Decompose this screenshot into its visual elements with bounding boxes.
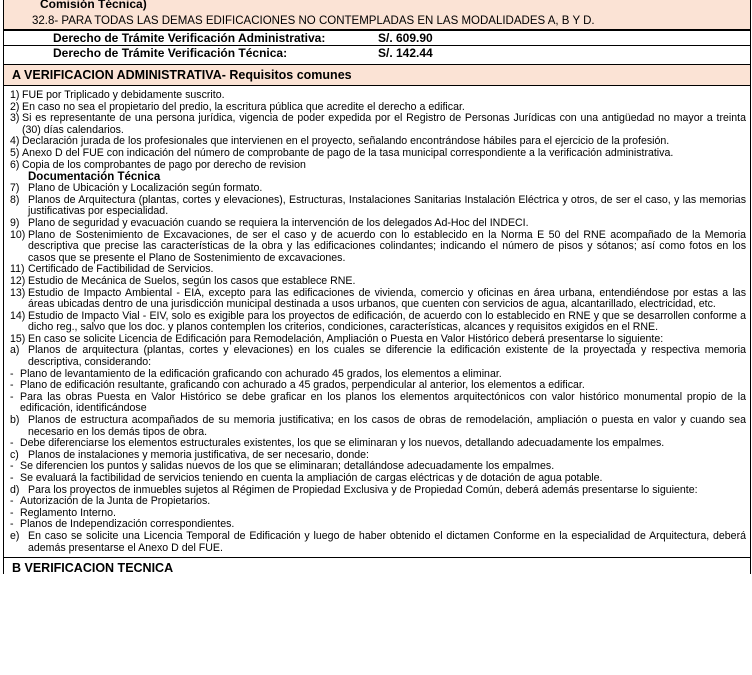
item-number: 11): [10, 263, 25, 276]
item-number: -: [10, 390, 14, 403]
item-number: 9): [10, 216, 20, 229]
fee-amount: S/. 142.44: [378, 46, 433, 60]
list-item: [10, 183, 746, 195]
item-text: Plano de edificación resultante, graficando con achurado a 45 grados, perpendicular al anterior, los elementos a edificar.: [20, 379, 585, 392]
list-item: [10, 230, 746, 265]
item-text: FUE por Triplicado y debidamente suscrito.: [22, 89, 225, 101]
item-text: Certificado de Factibilidad de Servicios.: [28, 263, 214, 276]
common-requirements-list: [10, 90, 746, 171]
item-text: Plano de levantamiento de la edificación graficando con achurado 45 grados, los elementos a eliminar.: [20, 367, 502, 380]
item-number: -: [10, 460, 14, 473]
list-item: [10, 113, 746, 136]
item-text: Estudio de Impacto Vial - EIV, solo es exigible para los proyectos de edificación, de acuerdo con lo establecido en RNE y que se desarrollen conforme a dicho reg., salvo que los doc. y planos contemplen los criterios, condiciones, características, alcances y requisitos exigidos en el RNE.: [28, 309, 746, 334]
list-item: [10, 90, 746, 102]
list-item: [10, 276, 746, 288]
item-number: -: [10, 518, 14, 531]
item-text: Estudio de Mecánica de Suelos, según los casos que establece RNE.: [28, 274, 356, 287]
list-item: [10, 218, 746, 230]
item-number: e): [10, 529, 20, 542]
item-number: 10): [10, 228, 26, 241]
item-text: Debe diferenciarse los elementos estructurales existentes, los que se eliminaran y los nuevos, detallando adecuadamente los empalmes.: [20, 437, 665, 450]
item-text: Planos de Independización correspondientes.: [20, 518, 235, 531]
list-item: [10, 496, 746, 508]
item-number: -: [10, 379, 14, 392]
item-number: -: [10, 437, 14, 450]
item-number: 6): [10, 158, 20, 171]
item-number: d): [10, 483, 20, 496]
item-text: Plano de Ubicación y Localización según formato.: [28, 182, 263, 195]
item-number: 5): [10, 146, 20, 159]
item-text: En caso se solicite una Licencia Temporal de Edificación y luego de haber obtenido el dictamen Conforme en la especialidad de Arquitectura, deberá además presentarse el Anexo D del FUE.: [28, 529, 746, 554]
item-text: Autorización de la Junta de Propietarios.: [20, 495, 211, 508]
item-text: Anexo D del FUE con indicación del número de comprobante de pago de la tasa municipal correspondiente a la verificación administrativa.: [22, 146, 674, 159]
section-a-body: [4, 86, 750, 554]
list-item: [10, 473, 746, 485]
item-number: 12): [10, 274, 26, 287]
list-item: [10, 195, 746, 218]
item-text: Reglamento Interno.: [20, 506, 116, 519]
item-text: Declaración jurada de los profesionales que intervienen en el proyecto, señalando encontrándose hábiles para el ejercicio de la profesión.: [22, 135, 670, 148]
technical-docs-list: [10, 183, 746, 554]
item-text: Planos de arquitectura (plantas, cortes y elevaciones) en los cuales se diferencie la edificación existente de la proyectada y respectiva memoria descriptiva, considerando:: [28, 344, 746, 369]
document-table: [3, 0, 751, 574]
list-item: [10, 311, 746, 334]
item-text: Se evaluará la factibilidad de servicios teniendo en cuenta la ampliación de cargas eléctricas y de dotación de agua potable.: [20, 472, 603, 484]
item-text: Si es representante de una persona jurídica, vigencia de poder expedida por el Registro de Personas Jurídicas con una antigüedad no mayor a treinta (30) días calendarios.: [22, 112, 746, 136]
item-number: 15): [10, 332, 26, 345]
fee-amount: S/. 609.90: [378, 31, 433, 45]
item-text: Plano de Sostenimiento de Excavaciones, de ser el caso y de acuerdo con lo establecido en la Norma E 50 del RNE acompañado de la Memoria descriptiva que precise las características de la obra y las edificaciones colindantes; indicando el número de pisos y sótanos; así como fotos en los casos que se presente el Plano de Sostenimiento de excavaciones.: [28, 228, 746, 264]
item-number: a): [10, 344, 20, 357]
item-number: 1): [10, 89, 20, 101]
item-number: c): [10, 448, 19, 461]
list-item: [10, 392, 746, 415]
item-number: -: [10, 472, 14, 484]
list-item: [10, 160, 746, 172]
item-number: -: [10, 367, 14, 380]
header-block: [4, 0, 750, 30]
section-b-title: B VERIFICACION TECNICA: [4, 557, 750, 574]
item-number: -: [10, 495, 14, 508]
section-a-title: A VERIFICACION ADMINISTRATIVA- Requisitos comunes: [4, 64, 750, 86]
fee-row-administrative: [4, 30, 750, 45]
item-text: Estudio de Impacto Ambiental - EIA, excepto para las edificaciones de vivienda, comercio y oficinas en área urbana, entendiéndose por estas a las áreas ubicadas dentro de una jurisdicción municipal destinada a usos urbanos, que cuenten con servicios de agua, alcantarillado, electricidad, etc.: [28, 286, 746, 311]
item-text: Se diferencien los puntos y salidas nuevos de los que se eliminaran; detallándose adecuadamente los empalmes.: [20, 460, 555, 473]
item-number: 8): [10, 193, 20, 206]
technical-docs-heading: Documentación Técnica: [28, 171, 161, 184]
item-number: 4): [10, 135, 20, 148]
item-text: En caso no sea el propietario del predio, la escritura pública que acredite el derecho a edificar.: [22, 100, 465, 113]
fee-label: Derecho de Trámite Verificación Técnica:: [53, 46, 288, 60]
item-text: Para los proyectos de inmuebles sujetos al Régimen de Propiedad Exclusiva y de Propiedad Común, deberá además presentarse lo siguiente:: [28, 483, 698, 496]
item-text: Planos de instalaciones y memoria justificativa, de ser necesario, donde:: [28, 448, 369, 461]
item-number: 3): [10, 112, 20, 125]
item-number: b): [10, 414, 20, 427]
item-number: 7): [10, 182, 20, 195]
item-number: 2): [10, 100, 20, 113]
list-item: [10, 531, 746, 554]
item-text: Plano de seguridad y evacuación cuando se requiera la intervención de los delegados Ad-Hoc del INDECI.: [28, 216, 529, 229]
item-number: -: [10, 506, 14, 519]
item-number: 13): [10, 286, 26, 299]
item-text: Para las obras Puesta en Valor Histórico se debe graficar en los planos los elementos arquitectónicos con valor histórico monumental propio de la edificación, identificándose: [20, 390, 746, 415]
list-item: [10, 345, 746, 368]
item-text: Copia de los comprobantes de pago por derecho de revision: [22, 158, 306, 171]
list-item: [10, 415, 746, 438]
list-item: [10, 288, 746, 311]
item-text: Planos de Arquitectura (plantas, cortes y elevaciones), Estructuras, Instalaciones Sanitarias Instalación Eléctrica y otros, de ser el caso, y las memorias justificativas por especialidad.: [28, 193, 746, 218]
item-number: 14): [10, 309, 26, 322]
header-subtitle: 32.8- PARA TODAS LAS DEMAS EDIFICACIONES NO CONTEMPLADAS EN LAS MODALIDADES A, B Y D.: [32, 15, 595, 27]
list-item: [10, 148, 746, 160]
header-title: Comisión Técnica): [40, 0, 147, 11]
fee-row-technical: [4, 45, 750, 60]
item-text: En caso se solicite Licencia de Edificación para Remodelación, Ampliación o Puesta en Valor Histórico deberá presentarse lo siguiente:: [28, 332, 664, 345]
fee-label: Derecho de Trámite Verificación Administrativa:: [53, 31, 326, 45]
item-text: Planos de estructura acompañados de su memoria justificativa; en los casos de obras de remodelación, ampliación o puesta en valor y cuando sea necesario en los demás tipos de obra.: [28, 414, 746, 438]
